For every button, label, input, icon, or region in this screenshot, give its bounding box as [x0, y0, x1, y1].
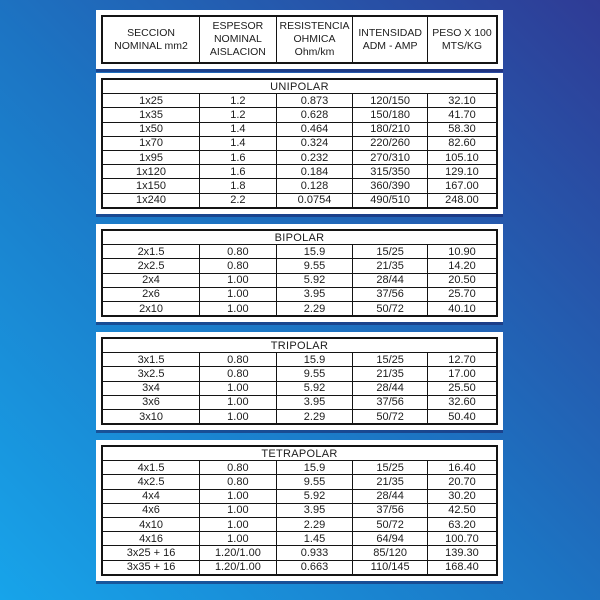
cell-resistencia: 0.0754 [276, 193, 353, 208]
table-row [102, 367, 497, 381]
cell-peso: 25.50 [427, 381, 497, 395]
cell-espesor: 1.20/1.00 [200, 560, 277, 575]
cell-espesor: 1.00 [200, 287, 277, 301]
cell-resistencia: 15.9 [276, 461, 353, 475]
table-row [102, 273, 497, 287]
cell-espesor: 1.00 [200, 381, 277, 395]
cell-peso: 82.60 [427, 136, 497, 150]
cell-intensidad: 28/44 [353, 381, 428, 395]
table-row [102, 301, 497, 316]
cell-peso: 63.20 [427, 517, 497, 531]
table-row [102, 489, 497, 503]
cell-intensidad: 360/390 [353, 179, 428, 193]
cell-intensidad: 315/350 [353, 165, 428, 179]
cell-resistencia: 0.232 [276, 150, 353, 164]
cell-peso: 248.00 [427, 193, 497, 208]
cell-intensidad: 110/145 [353, 560, 428, 575]
cell-espesor: 1.00 [200, 532, 277, 546]
cell-resistencia: 5.92 [276, 273, 353, 287]
cell-espesor: 1.00 [200, 489, 277, 503]
cell-espesor: 0.80 [200, 461, 277, 475]
column-header-resistencia: RESISTENCIA OHMICA Ohm/km [276, 16, 353, 63]
cell-intensidad: 28/44 [353, 489, 428, 503]
cell-intensidad: 490/510 [353, 193, 428, 208]
cell-peso: 167.00 [427, 179, 497, 193]
cell-resistencia: 2.29 [276, 301, 353, 316]
cell-resistencia: 9.55 [276, 475, 353, 489]
cell-peso: 41.70 [427, 108, 497, 122]
cell-seccion: 1x120 [102, 165, 200, 179]
cell-espesor: 0.80 [200, 259, 277, 273]
cell-resistencia: 5.92 [276, 381, 353, 395]
cell-espesor: 1.00 [200, 395, 277, 409]
cell-peso: 40.10 [427, 301, 497, 316]
column-header-seccion: SECCION NOMINAL mm2 [102, 16, 200, 63]
cell-resistencia: 15.9 [276, 353, 353, 367]
section-title-row [102, 230, 497, 245]
section-panel-tetrapolar [96, 440, 503, 581]
cell-seccion: 4x6 [102, 503, 200, 517]
cell-seccion: 2x6 [102, 287, 200, 301]
cell-intensidad: 270/310 [353, 150, 428, 164]
cell-peso: 17.00 [427, 367, 497, 381]
cell-intensidad: 64/94 [353, 532, 428, 546]
cell-resistencia: 5.92 [276, 489, 353, 503]
cell-seccion: 1x50 [102, 122, 200, 136]
cell-peso: 14.20 [427, 259, 497, 273]
cell-peso: 42.50 [427, 503, 497, 517]
cell-seccion: 4x1.5 [102, 461, 200, 475]
cell-resistencia: 0.324 [276, 136, 353, 150]
cell-seccion: 1x150 [102, 179, 200, 193]
cell-peso: 30.20 [427, 489, 497, 503]
table-row [102, 395, 497, 409]
cell-intensidad: 15/25 [353, 353, 428, 367]
cell-resistencia: 0.663 [276, 560, 353, 575]
cell-resistencia: 0.873 [276, 94, 353, 108]
cell-peso: 32.10 [427, 94, 497, 108]
cell-peso: 20.50 [427, 273, 497, 287]
cell-resistencia: 0.933 [276, 546, 353, 560]
cell-seccion: 1x95 [102, 150, 200, 164]
spec-header-table [101, 15, 498, 64]
cell-intensidad: 85/120 [353, 546, 428, 560]
cell-intensidad: 50/72 [353, 301, 428, 316]
cell-seccion: 3x25 + 16 [102, 546, 200, 560]
cell-intensidad: 180/210 [353, 122, 428, 136]
cell-espesor: 1.2 [200, 94, 277, 108]
cell-intensidad: 37/56 [353, 503, 428, 517]
cell-seccion: 3x4 [102, 381, 200, 395]
cell-intensidad: 150/180 [353, 108, 428, 122]
cell-intensidad: 21/35 [353, 259, 428, 273]
table-row [102, 381, 497, 395]
table-row [102, 353, 497, 367]
table-row [102, 94, 497, 108]
section-title-row [102, 79, 497, 94]
cell-peso: 25.70 [427, 287, 497, 301]
cell-resistencia: 0.628 [276, 108, 353, 122]
cell-seccion: 3x10 [102, 409, 200, 424]
section-title-bipolar: BIPOLAR [102, 230, 497, 245]
cell-seccion: 1x35 [102, 108, 200, 122]
cell-peso: 168.40 [427, 560, 497, 575]
cell-espesor: 0.80 [200, 475, 277, 489]
table-row [102, 475, 497, 489]
section-panel-unipolar [96, 73, 503, 214]
table-row [102, 193, 497, 208]
cell-espesor: 1.00 [200, 503, 277, 517]
cell-resistencia: 0.464 [276, 122, 353, 136]
cell-peso: 129.10 [427, 165, 497, 179]
cell-intensidad: 15/25 [353, 245, 428, 259]
cell-espesor: 0.80 [200, 353, 277, 367]
table-row [102, 287, 497, 301]
cell-intensidad: 37/56 [353, 395, 428, 409]
cell-peso: 139.30 [427, 546, 497, 560]
cell-resistencia: 0.128 [276, 179, 353, 193]
cell-espesor: 1.4 [200, 136, 277, 150]
cell-intensidad: 15/25 [353, 461, 428, 475]
cell-seccion: 1x70 [102, 136, 200, 150]
spec-header-panel [96, 10, 503, 69]
section-title-tetrapolar: TETRAPOLAR [102, 446, 497, 461]
cell-peso: 12.70 [427, 353, 497, 367]
table-row [102, 179, 497, 193]
cell-resistencia: 9.55 [276, 259, 353, 273]
table-row [102, 517, 497, 531]
cell-espesor: 2.2 [200, 193, 277, 208]
header-row [102, 16, 497, 63]
section-table-unipolar [101, 78, 498, 209]
table-row [102, 503, 497, 517]
cell-resistencia: 1.45 [276, 532, 353, 546]
cell-peso: 58.30 [427, 122, 497, 136]
cell-resistencia: 2.29 [276, 409, 353, 424]
table-row [102, 546, 497, 560]
cell-seccion: 2x10 [102, 301, 200, 316]
section-title-row [102, 446, 497, 461]
cell-resistencia: 15.9 [276, 245, 353, 259]
cell-intensidad: 120/150 [353, 94, 428, 108]
table-row [102, 560, 497, 575]
cell-intensidad: 220/260 [353, 136, 428, 150]
table-row [102, 259, 497, 273]
cell-espesor: 1.6 [200, 150, 277, 164]
cell-resistencia: 9.55 [276, 367, 353, 381]
cell-espesor: 0.80 [200, 245, 277, 259]
table-row [102, 409, 497, 424]
cell-peso: 16.40 [427, 461, 497, 475]
cell-resistencia: 3.95 [276, 395, 353, 409]
cell-seccion: 2x4 [102, 273, 200, 287]
cell-seccion: 4x2.5 [102, 475, 200, 489]
cell-espesor: 1.20/1.00 [200, 546, 277, 560]
cell-seccion: 3x35 + 16 [102, 560, 200, 575]
cell-seccion: 4x4 [102, 489, 200, 503]
section-table-tripolar [101, 337, 498, 425]
table-row [102, 108, 497, 122]
cell-intensidad: 28/44 [353, 273, 428, 287]
section-panel-bipolar [96, 224, 503, 322]
column-header-espesor: ESPESOR NOMINAL AISLACION [200, 16, 277, 63]
cell-seccion: 3x1.5 [102, 353, 200, 367]
cell-peso: 105.10 [427, 150, 497, 164]
cell-resistencia: 0.184 [276, 165, 353, 179]
table-row [102, 461, 497, 475]
cell-peso: 10.90 [427, 245, 497, 259]
table-row [102, 150, 497, 164]
section-title-unipolar: UNIPOLAR [102, 79, 497, 94]
cell-espesor: 1.6 [200, 165, 277, 179]
cell-intensidad: 50/72 [353, 409, 428, 424]
cell-seccion: 4x10 [102, 517, 200, 531]
cell-espesor: 1.00 [200, 273, 277, 287]
cell-seccion: 3x6 [102, 395, 200, 409]
table-row [102, 532, 497, 546]
section-title-tripolar: TRIPOLAR [102, 338, 497, 353]
cell-intensidad: 21/35 [353, 367, 428, 381]
cell-espesor: 1.00 [200, 409, 277, 424]
cell-resistencia: 2.29 [276, 517, 353, 531]
cell-espesor: 1.8 [200, 179, 277, 193]
cell-peso: 100.70 [427, 532, 497, 546]
column-header-peso: PESO X 100 MTS/KG [427, 16, 497, 63]
section-table-bipolar [101, 229, 498, 317]
cell-seccion: 3x2.5 [102, 367, 200, 381]
cell-peso: 32.60 [427, 395, 497, 409]
section-table-tetrapolar [101, 445, 498, 576]
section-title-row [102, 338, 497, 353]
cell-seccion: 1x25 [102, 94, 200, 108]
cell-seccion: 4x16 [102, 532, 200, 546]
section-panel-tripolar [96, 332, 503, 430]
cell-intensidad: 21/35 [353, 475, 428, 489]
table-row [102, 245, 497, 259]
cell-peso: 50.40 [427, 409, 497, 424]
table-row [102, 122, 497, 136]
cell-seccion: 2x2.5 [102, 259, 200, 273]
cell-espesor: 1.00 [200, 517, 277, 531]
cell-intensidad: 37/56 [353, 287, 428, 301]
cell-seccion: 1x240 [102, 193, 200, 208]
cell-seccion: 2x1.5 [102, 245, 200, 259]
cell-intensidad: 50/72 [353, 517, 428, 531]
cell-espesor: 1.2 [200, 108, 277, 122]
cell-espesor: 1.4 [200, 122, 277, 136]
table-row [102, 165, 497, 179]
cell-resistencia: 3.95 [276, 503, 353, 517]
cell-espesor: 0.80 [200, 367, 277, 381]
cell-peso: 20.70 [427, 475, 497, 489]
table-row [102, 136, 497, 150]
column-header-intensidad: INTENSIDAD ADM - AMP [353, 16, 428, 63]
cell-resistencia: 3.95 [276, 287, 353, 301]
cell-espesor: 1.00 [200, 301, 277, 316]
